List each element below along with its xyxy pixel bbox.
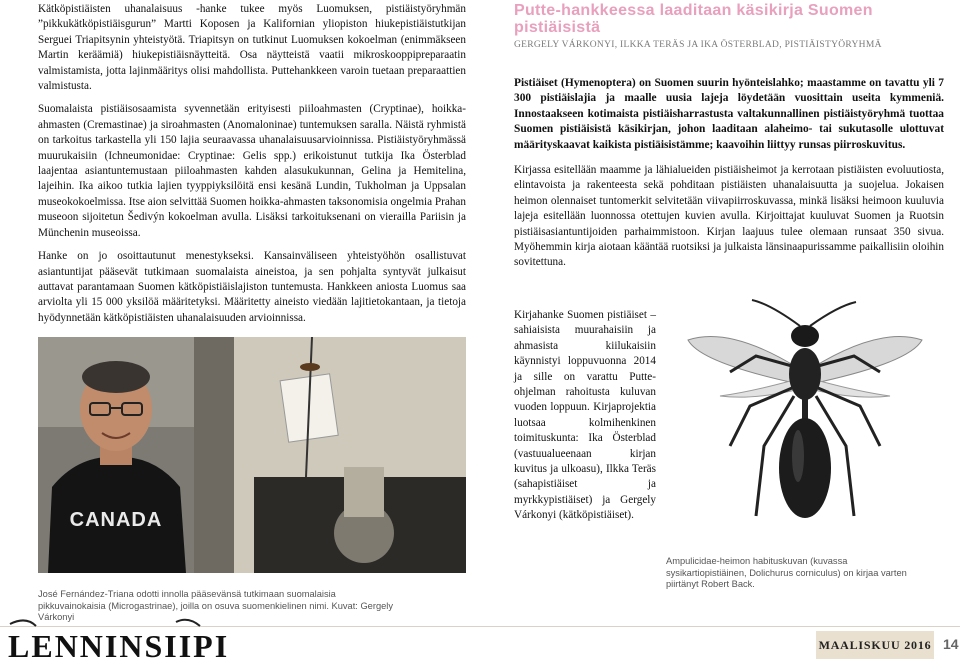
shirt-text: CANADA <box>69 509 163 531</box>
logo-text: LENNINSIIPI <box>8 628 230 664</box>
wasp-illustration <box>660 296 950 546</box>
right-paragraph-1-text: Kirjassa esitellään maamme ja lähialueiden pistiäisheimot ja kerrotaan pistiäisten evoluutiosta, elintavoista ja rakenteesta sekä pohditaan pistiäisten uhanalaisuutta ja suojelua. Jokaisen heimon olennaiset tuntomerkit selvitetään viivapiirroskuvassa, minkä lisäksi heimoon kuuluvia lajeja esitellään luonnossa otettujen kuvien avulla. Kirjoittajat kuuluvat Suomen ja Ruotsin pistiäisasiantuntijoiden parhaimmistoon. Kirjan laajuus tulee olemaan runsaat 350 sivua. Myöhemmin kirja aiotaan kääntää ruotsiksi ja julkaista länsinaapurissamme paikallisiin oloihin sovitettuna. <box>514 164 944 269</box>
lead-paragraph: Pistiäiset (Hymenoptera) on Suomen suurin hyönteislahko; maastamme on tavattu yli 7 300 pistiäislajia ja maalle uusia lajeja löydetään vuosittain useita kymmeniä. Innostaakseen kotimaista pistiäisharrastusta valtakunnallinen pistiäistyöryhmä tuottaa Suomen pistiäisistä käsikirjan, johon laaditaan alaheimo- tai sukutasolle ulottuvat määrityskaavat kaikista pistiäisistämme; kaavoihin liittyy runsas piirroskuvitus. <box>514 77 944 151</box>
left-column <box>38 2 466 334</box>
specimen-photo <box>194 337 466 573</box>
left-paragraph-1: Kätköpistiäisten uhanalaisuus -hanke tukee myös Luomuksen, pistiäistyöryhmän ”pikkukätköpistiäisgurun” Martti Koposen ja Kalifornian yliopiston hiukepistiäistutkijan Serguei Triapitsynin yhteistyötä. Triapitsyn on tutkinut Luomuksen kokoelman (enimmäkseen Martin keräämiä) hiukepistiäisnäytteitä. Osa näytteistä vaatii mikroskooppipreparaatin valmistamista, jotta lajinmääritys olisi mahdollista. Puttehankkeen varoin tuetaan preparaattien valmistusta. <box>38 3 466 93</box>
portrait-photo <box>38 337 194 573</box>
article-title: Putte-hankkeessa laaditaan käsikirja Suomen pistiäisistä <box>514 2 873 36</box>
portrait-caption: José Fernández-Triana odotti innolla pääsevänsä tutkimaan suomalaisia pikkuvainokaisia (Microgastrinae), joilla on osuva suomenkielinen nimi. Kuvat: Gergely Várkonyi <box>38 589 393 622</box>
left-paragraph-3: Hanke on jo osoittautunut menestykseksi. Kansainväliseen yhteistyöhön osallistuvat asiantuntijat pääsevät tutkimaan suomalaista aineistoa, ja sen pohjalta syntyvät julkaisut auttavat parantamaan Suomen kätköpistiäislajiston tuntemusta. Hankkeen aniosta Luomus saa arviolta yli 15 000 yksilöä määritetyksi. Määritetty aineisto viedään lajitietokantaan, ja tietoja hyödynnetään kätköpistiäisten uhanalaisuuden arvioinnissa. <box>38 250 466 324</box>
right-column <box>514 0 944 271</box>
wasp-caption-text: Ampulicidae-heimon habituskuvan (kuvassa sysikartiopistiäinen, Dolichurus corniculus) on kirjaa varten piirtänyt Robert Back. <box>666 556 907 589</box>
right-paragraph-2: Kirjahanke Suomen pistiäiset – sahiaisista muurahaisiin ja ahmasista kiilukaisiin käynnistyi loppuvuonna 2014 ja sille on varattu Putte-ohjelman rahoitusta kuluvan vuoden loppuun. Kirjaprojektia luotsaa kolmihenkinen toimituskunta: Ika Österblad (vastuualueenaan kirjan kuvitus ja ulkoasu), Ilkka Teräs (sahapistiäiset ja myrkkypistiäiset) ja Gergely Várkonyi (kätköpistiäiset). <box>514 309 656 522</box>
article-authors: GERGELY VÁRKONYI, ILKKA TERÄS JA IKA ÖSTERBLAD, PISTIÄISTYÖRYHMÄ <box>514 40 882 50</box>
left-paragraph-2: Suomalaista pistiäisosaamista syvennetään erityisesti piiloahmasten (Cryptinae), hoikka-ahmasten (Cremastinae) ja siroahmasten (Anomaloninae) tuntemuksen saralla. Näistä ryhmistä on tarkoitus tarkastella yli 150 lajia seuraavassa uhanalaisuusarvioinnissa. Pistiäistyöryhmässä muurukaisiin (Ichneumonidae: Cryptinae: Gelis spp.) erikoistunut tutkija Ika Österblad laajentaa asiantuntemustaan piiloahmasten kahden alasukukunnan, Gelina ja Hemitelina, lajeihin. Ika aikoo tutkia lajien tyyppiyksilöitä ensi kesänä Lundin, Tukholman ja Uppsalan museokokoelmissa. Itse aion selvittää Suomen hoikka-ahmasten taksonomisia ongelmia Prahan museoon sijoitetun Šedivýn kokoelman avulla. Lisäksi tarkoituksenani on vierailla Pariisin ja Münchenin museoissa. <box>38 103 466 239</box>
issue-date: MAALISKUU 2016 <box>816 631 934 659</box>
right-narrow-column <box>514 308 656 532</box>
page-number: 14 <box>943 636 959 652</box>
wasp-caption <box>666 556 916 591</box>
lenninsiipi-logo <box>6 616 230 666</box>
right-paragraph-1 <box>514 163 944 271</box>
